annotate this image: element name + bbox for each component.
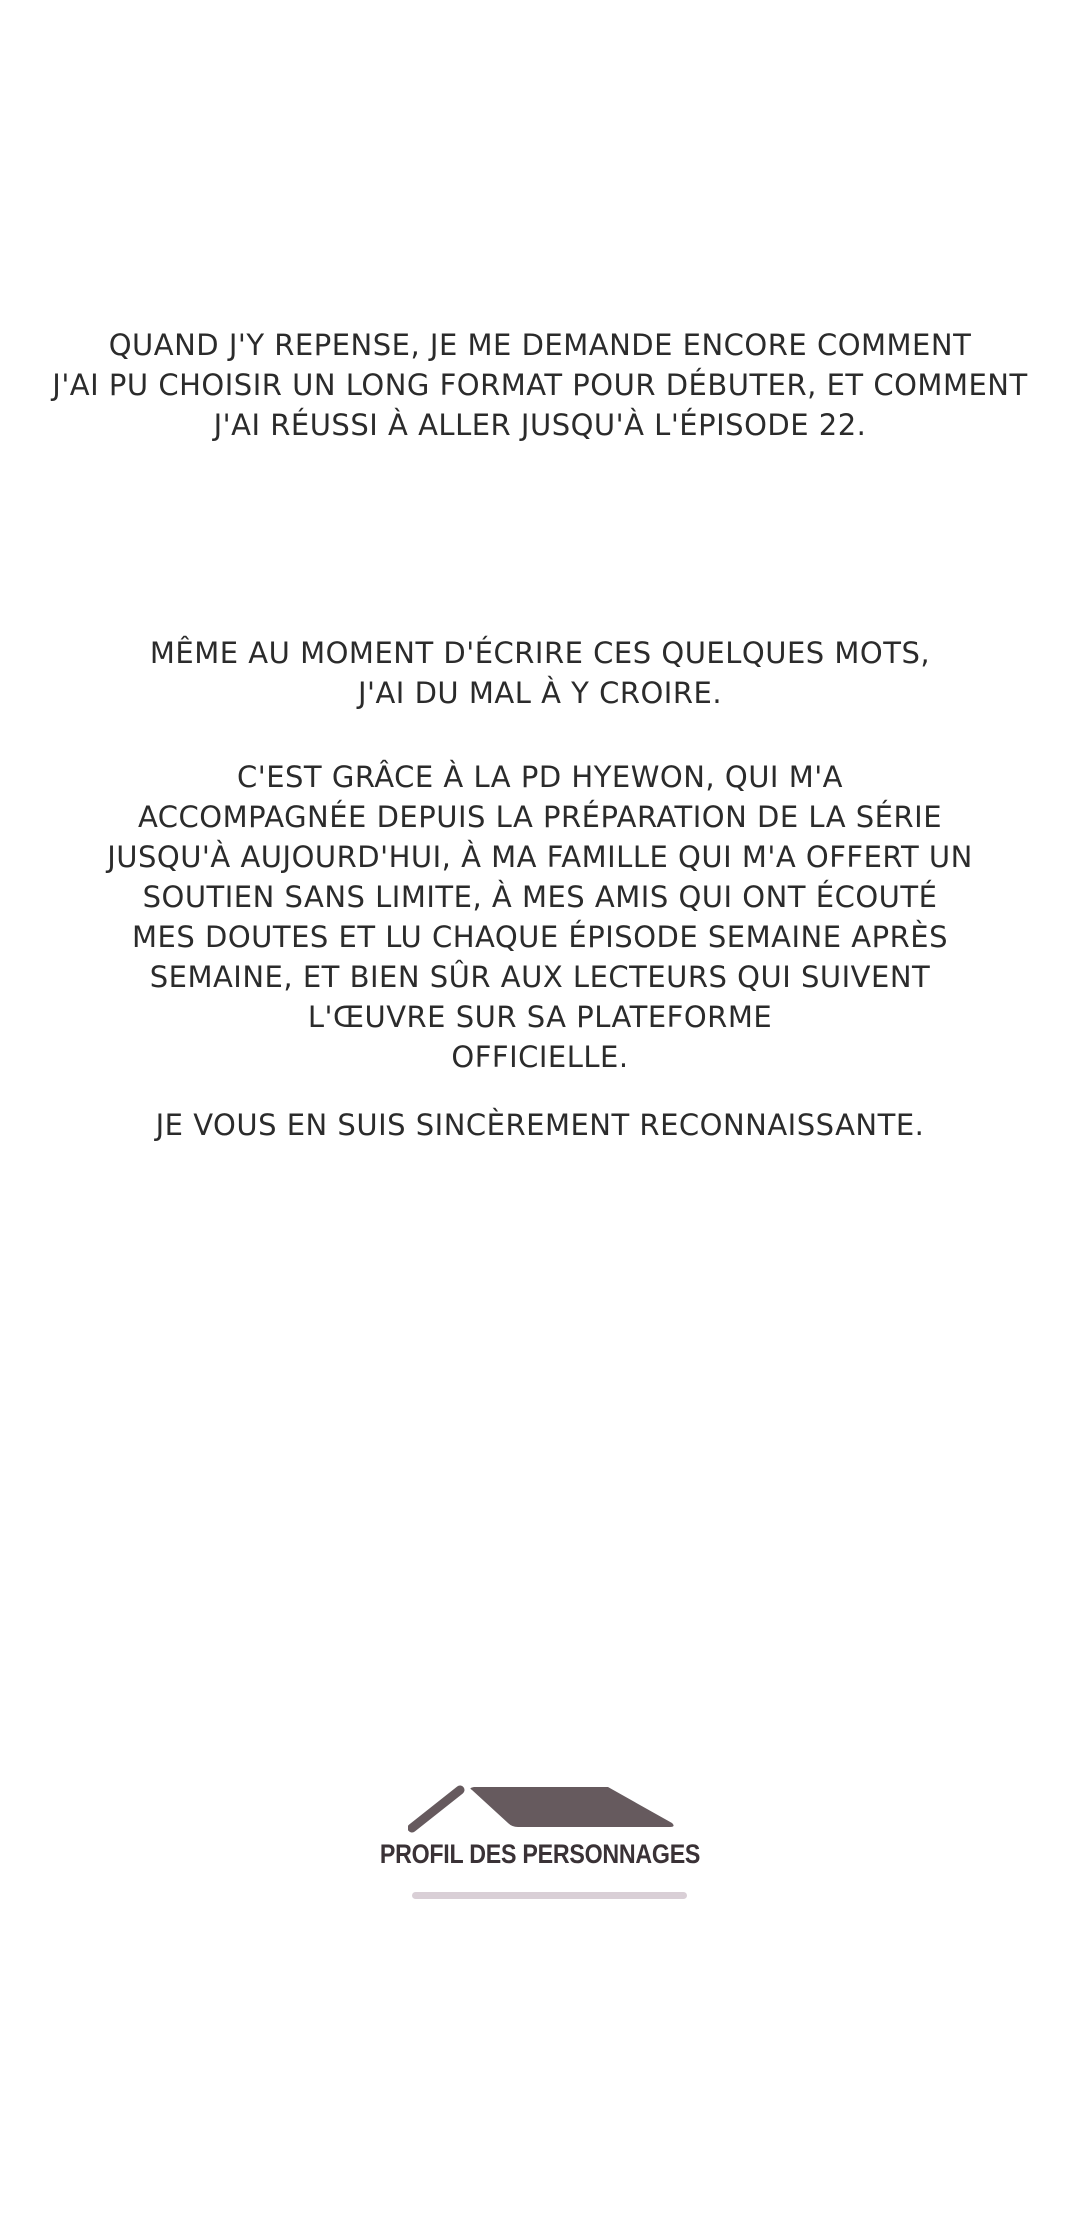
text-line: MES DOUTES ET LU CHAQUE ÉPISODE SEMAINE APRÈS	[132, 920, 948, 954]
text-line: OFFICIELLE.	[451, 1040, 629, 1074]
roof-shape	[470, 1787, 673, 1827]
profile-title: PROFIL DES PERSONNAGES	[379, 1839, 701, 1869]
text-line: J'AI DU MAL À Y CROIRE.	[357, 676, 723, 710]
paragraph-intro	[0, 325, 1080, 445]
paragraph-gratitude	[0, 1105, 1080, 1145]
text-line: J'AI RÉUSSI À ALLER JUSQU'À L'ÉPISODE 22.	[213, 408, 867, 442]
roof-slash	[412, 1790, 460, 1828]
text-line: QUAND J'Y REPENSE, JE ME DEMANDE ENCORE COMMENT	[108, 328, 972, 362]
text-line: JE VOUS EN SUIS SINCÈREMENT RECONNAISSANTE.	[155, 1108, 925, 1142]
profile-underline	[412, 1892, 687, 1899]
text-line: J'AI PU CHOISIR UN LONG FORMAT POUR DÉBUTER, ET COMMENT	[52, 368, 1028, 402]
text-line: SEMAINE, ET BIEN SÛR AUX LECTEURS QUI SUIVENT	[149, 960, 931, 994]
text-line: C'EST GRÂCE À LA PD HYEWON, QUI M'A	[236, 760, 844, 794]
text-line: SOUTIEN SANS LIMITE, À MES AMIS QUI ONT ÉCOUTÉ	[142, 880, 938, 914]
paragraph-thanks	[0, 757, 1080, 1077]
text-line: ACCOMPAGNÉE DEPUIS LA PRÉPARATION DE LA SÉRIE	[137, 800, 943, 834]
character-profile-header	[0, 1760, 1080, 1900]
text-line: MÊME AU MOMENT D'ÉCRIRE CES QUELQUES MOTS,	[149, 636, 931, 670]
paragraph-disbelief	[0, 633, 1080, 713]
roof-icon	[408, 1760, 678, 1840]
text-line: L'ŒUVRE SUR SA PLATEFORME	[307, 1000, 773, 1034]
text-line: JUSQU'À AUJOURD'HUI, À MA FAMILLE QUI M'A OFFERT UN	[107, 840, 973, 874]
